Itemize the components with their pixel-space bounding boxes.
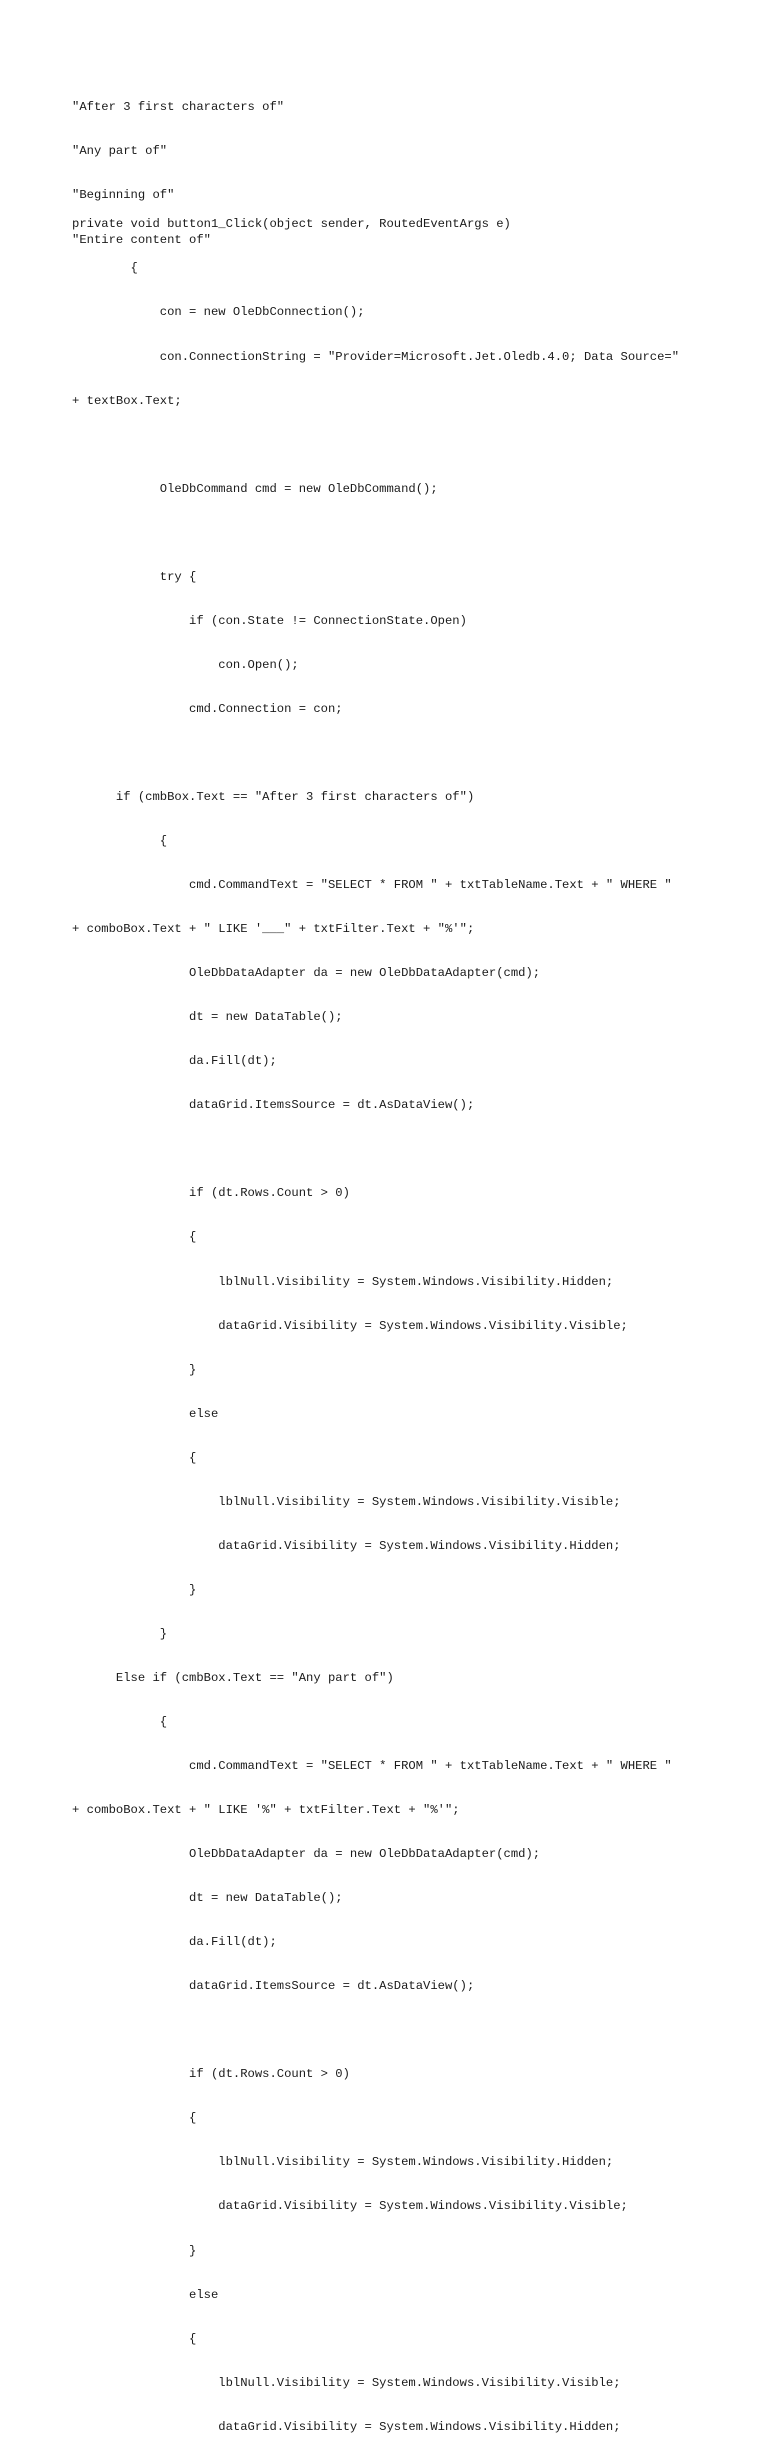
code-line: dataGrid.ItemsSource = dt.AsDataView(); [72,1979,475,1994]
code-line: if (dt.Rows.Count > 0) [72,1186,350,1201]
code-line: + comboBox.Text + " LIKE '%" + txtFilter.Text + "%'"; [72,1803,460,1818]
code-line: { [72,261,138,276]
code-line: private void button1_Click(object sender, RoutedEventArgs e) [72,217,511,232]
code-line: OleDbDataAdapter da = new OleDbDataAdapter(cmd); [72,1847,541,1862]
code-line: dataGrid.Visibility = System.Windows.Visibility.Hidden; [72,1538,621,1553]
code-line: { [72,2111,197,2126]
code-line: else [72,1406,219,1421]
code-line: else [72,2287,219,2302]
code-line: cmd.Connection = con; [72,701,343,716]
option-line: "Beginning of" [72,188,175,203]
code-line: if (dt.Rows.Count > 0) [72,2067,350,2082]
code-line: con = new OleDbConnection(); [72,305,365,320]
code-line: con.Open(); [72,657,299,672]
code-line: cmd.CommandText = "SELECT * FROM " + txtTableName.Text + " WHERE " [72,878,672,893]
code-line: lblNull.Visibility = System.Windows.Visibility.Hidden; [72,2155,614,2170]
option-line: "After 3 first characters of" [72,100,285,115]
code-line: Else if (cmbBox.Text == "Any part of") [72,1670,394,1685]
code-line: lblNull.Visibility = System.Windows.Visibility.Visible; [72,2375,621,2390]
code-line: OleDbDataAdapter da = new OleDbDataAdapter(cmd); [72,966,541,981]
code-line: dataGrid.Visibility = System.Windows.Visibility.Visible; [72,2199,628,2214]
code-line: } [72,2243,197,2258]
code-line: } [72,1582,197,1597]
code-line: { [72,1714,168,1729]
code-line: da.Fill(dt); [72,1935,277,1950]
code-line: if (cmbBox.Text == "After 3 first characters of") [72,789,475,804]
code-line [72,746,679,761]
code-line [72,2023,679,2038]
option-line: "Entire content of" [72,232,211,247]
code-line: con.ConnectionString = "Provider=Microsoft.Jet.Oledb.4.0; Data Source=" [72,349,680,364]
code-line: dataGrid.Visibility = System.Windows.Visibility.Visible; [72,1318,628,1333]
code-listing [72,188,679,2464]
code-line: if (con.State != ConnectionState.Open) [72,613,467,628]
code-line: + textBox.Text; [72,393,182,408]
code-line: } [72,1626,168,1641]
code-line: dataGrid.Visibility = System.Windows.Visibility.Hidden; [72,2419,621,2434]
code-line: OleDbCommand cmd = new OleDbCommand(); [72,481,438,496]
code-line: lblNull.Visibility = System.Windows.Visibility.Visible; [72,1494,621,1509]
code-line: + comboBox.Text + " LIKE '___" + txtFilter.Text + "%'"; [72,922,475,937]
code-line: { [72,1450,197,1465]
code-line: { [72,1230,197,1245]
code-line: cmd.CommandText = "SELECT * FROM " + txtTableName.Text + " WHERE " [72,1759,672,1774]
code-line [72,1142,679,1157]
code-line: { [72,2331,197,2346]
code-line: dataGrid.ItemsSource = dt.AsDataView(); [72,1098,475,1113]
code-line [72,526,679,541]
code-line: } [72,1362,197,1377]
code-line: lblNull.Visibility = System.Windows.Visibility.Hidden; [72,1274,614,1289]
code-line: { [72,834,168,849]
option-line: "Any part of" [72,144,168,159]
code-line: try { [72,569,197,584]
code-line [72,438,679,453]
code-line: dt = new DataTable(); [72,1010,343,1025]
code-line: dt = new DataTable(); [72,1891,343,1906]
code-line: da.Fill(dt); [72,1054,277,1069]
